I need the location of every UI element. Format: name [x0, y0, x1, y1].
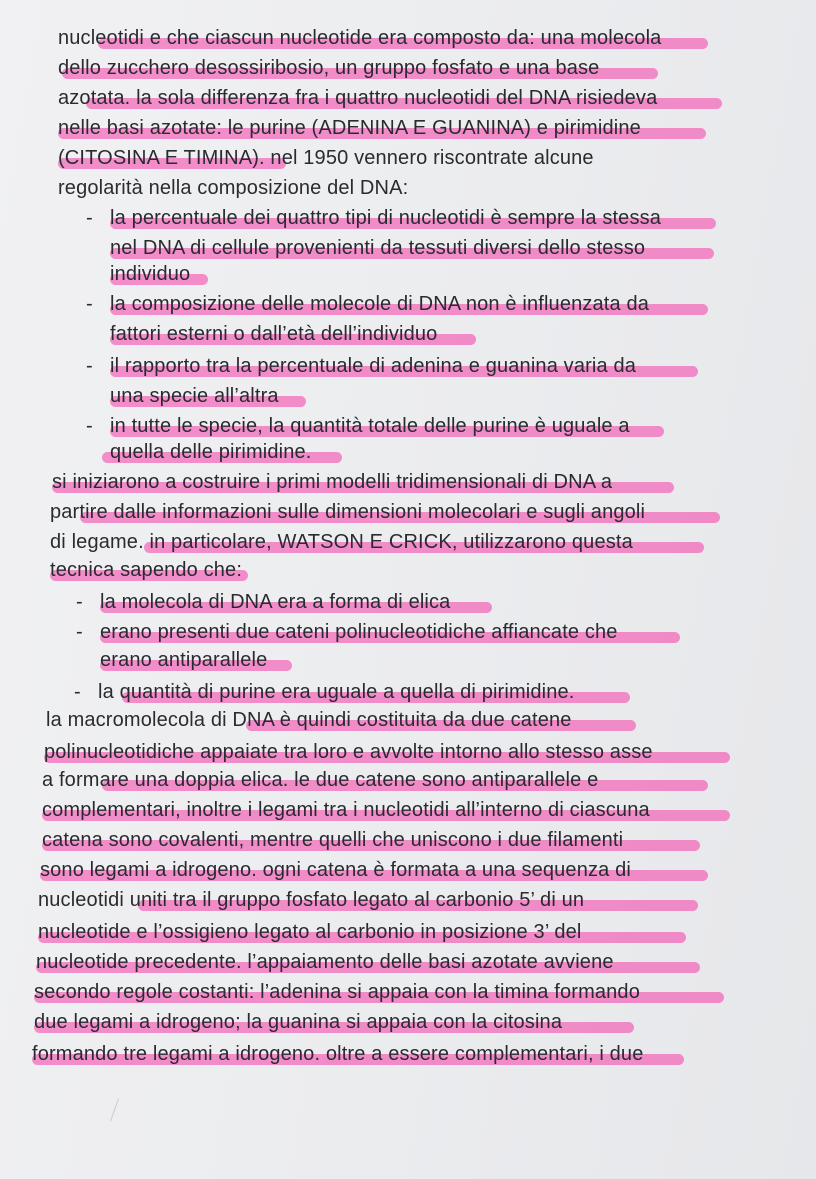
text-line [52, 470, 612, 494]
text-line-content: in tutte le specie, la quantità totale delle purine è uguale a [110, 415, 630, 437]
text-line-content: quella delle pirimidine. [110, 441, 312, 463]
text-line-content: complementari, inoltre i legami tra i nucleotidi all’interno di ciascuna [42, 799, 650, 821]
text-line [42, 828, 623, 852]
text-line [100, 620, 618, 644]
text-line [34, 980, 640, 1004]
text-line [50, 530, 633, 554]
text-line [100, 590, 450, 614]
text-line-content: si iniziarono a costruire i primi modelli tridimensionali di DNA a [52, 471, 613, 493]
text-line-content: sono legami a idrogeno. ogni catena è formata a una sequenza di [40, 859, 631, 881]
text-line [58, 116, 641, 140]
bullet-marker: - [76, 621, 83, 643]
text-line-content: secondo regole costanti: l’adenina si appaia con la timina formando [34, 981, 640, 1003]
text-line-content: erano antiparallele [100, 649, 268, 671]
text-line [38, 888, 584, 912]
text-line-content: (CITOSINA E TIMINA). nel 1950 vennero riscontrate alcune [58, 147, 594, 169]
text-line [110, 206, 661, 230]
text-line-content: dello zucchero desossiribosio, un gruppo fosfato e una base [58, 57, 600, 79]
text-line-content: tecnica sapendo che: [50, 559, 243, 581]
text-line-content: erano presenti due cateni polinucleotidiche affiancate che [100, 621, 618, 643]
text-line-content: una specie all’altra [110, 385, 279, 407]
text-line-content: la composizione delle molecole di DNA non è influenzata da [110, 293, 650, 315]
text-line [58, 56, 599, 80]
text-line-content: la quantità di purine era uguale a quella di pirimidine. [98, 681, 575, 703]
text-line [38, 920, 582, 944]
text-line [58, 26, 661, 50]
text-line-content: individuo [110, 263, 191, 285]
text-line-content: azotata. la sola differenza fra i quattro nucleotidi del DNA risiedeva [58, 87, 658, 109]
bullet-marker: - [86, 415, 93, 437]
text-line [34, 1010, 562, 1034]
text-line [58, 146, 594, 170]
text-line [40, 858, 631, 882]
text-line [98, 680, 575, 704]
text-line-content: partire dalle informazioni sulle dimensioni molecolari e sugli angoli [50, 501, 646, 523]
text-line [36, 950, 614, 974]
text-line-content: nucleotide precedente. l’appaiamento delle basi azotate avviene [36, 951, 614, 973]
text-line [58, 176, 408, 200]
text-line [50, 558, 242, 582]
bullet-marker: - [74, 681, 81, 703]
text-line-content: nucleotidi e che ciascun nucleotide era composto da: una molecola [58, 27, 662, 49]
text-line-content: nel DNA di cellule provenienti da tessuti diversi dello stesso [110, 237, 646, 259]
text-line-content: fattori esterni o dall’età dell’individuo [110, 323, 438, 345]
bullet-marker: - [86, 207, 93, 229]
text-line [110, 440, 312, 464]
text-line [110, 292, 649, 316]
text-line [110, 384, 279, 408]
text-line-content: il rapporto tra la percentuale di adenina e guanina varia da [110, 355, 637, 377]
text-line-content: la macromolecola di DNA è quindi costituita da due catene [46, 709, 572, 731]
text-line-content: nucleotidi uniti tra il gruppo fosfato legato al carbonio 5’ di un [38, 889, 585, 911]
text-line [110, 236, 645, 260]
text-line-content: polinucleotidiche appaiate tra loro e avvolte intorno allo stesso asse [44, 741, 653, 763]
text-line-content: nelle basi azotate: le purine (ADENINA E GUANINA) e pirimidine [58, 117, 641, 139]
bullet-marker: - [86, 293, 93, 315]
text-line [58, 86, 657, 110]
text-line [110, 354, 636, 378]
text-line-content: la percentuale dei quattro tipi di nucleotidi è sempre la stessa [110, 207, 662, 229]
text-line [100, 648, 267, 672]
pen-mark [110, 1099, 119, 1122]
text-line-content: due legami a idrogeno; la guanina si appaia con la citosina [34, 1011, 563, 1033]
text-line-content: a formare una doppia elica. le due catene sono antiparallele e [42, 769, 599, 791]
text-line [42, 798, 650, 822]
text-line-content: regolarità nella composizione del DNA: [58, 177, 409, 199]
text-line [50, 500, 645, 524]
text-line-content: di legame. in particolare, WATSON E CRICK, utilizzarono questa [50, 531, 633, 553]
text-line-content: catena sono covalenti, mentre quelli che uniscono i due filamenti [42, 829, 624, 851]
text-line [110, 322, 437, 346]
text-line [110, 414, 630, 438]
text-line-content: nucleotide e l’ossigieno legato al carbonio in posizione 3’ del [38, 921, 582, 943]
bullet-marker: - [86, 355, 93, 377]
text-line [110, 262, 190, 286]
text-line [44, 740, 653, 764]
text-line-content: la molecola di DNA era a forma di elica [100, 591, 451, 613]
text-line [42, 768, 598, 792]
bullet-marker: - [76, 591, 83, 613]
text-line [46, 708, 572, 732]
text-line [32, 1042, 643, 1066]
text-line-content: formando tre legami a idrogeno. oltre a essere complementari, i due [32, 1043, 644, 1065]
